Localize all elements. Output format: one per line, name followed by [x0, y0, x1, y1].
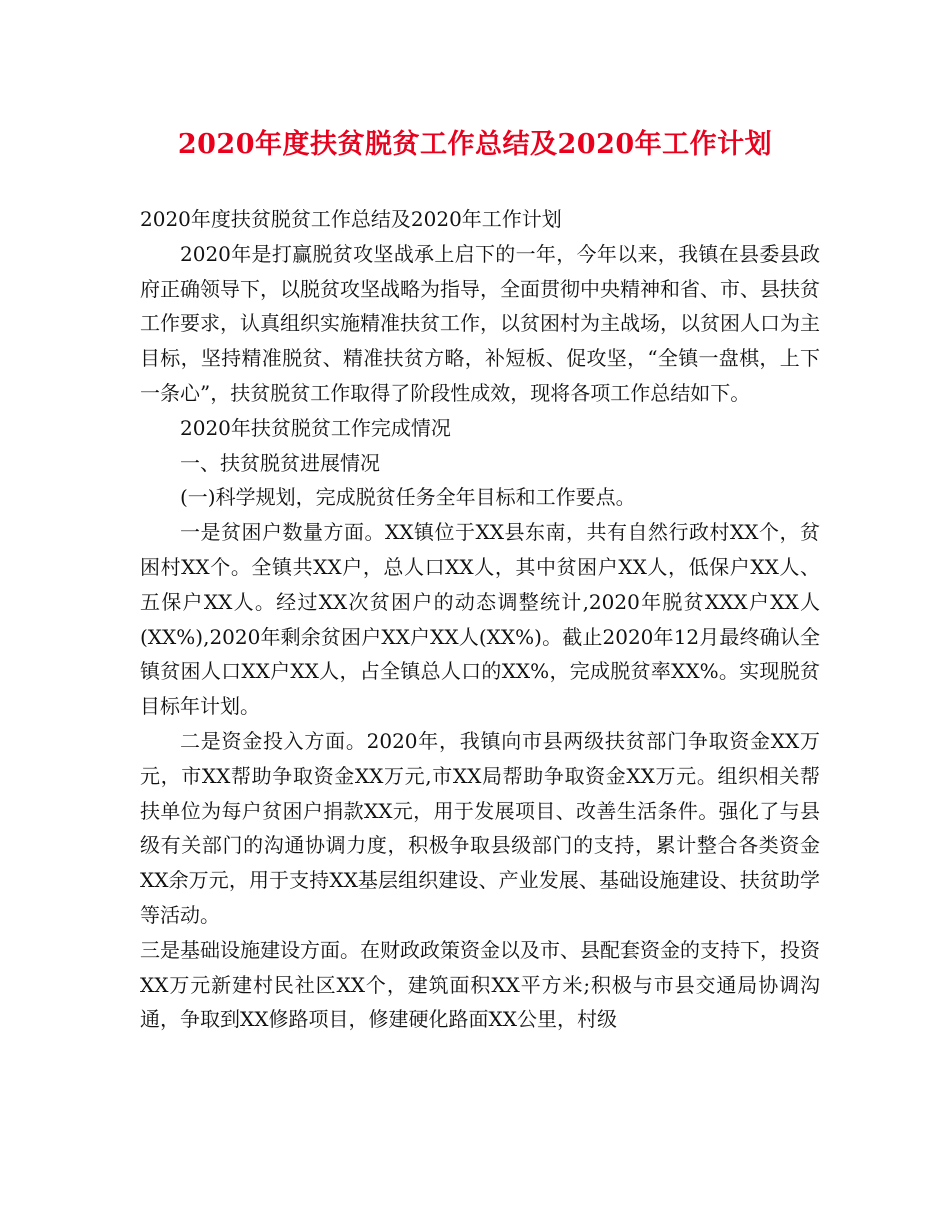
item-heading: (一)科学规划，完成脱贫任务全年目标和工作要点。 [180, 485, 636, 510]
funding-paragraph: 二是资金投入方面。2020年，我镇向市县两级扶贫部门争取资金XX万元，市XX帮助争取资金XX万元,市XX局帮助争取资金XX万元。组织相关帮扶单位为每户贫困户捐款XX元，用于发展项目、改善生活条件。强化了与县级有关部门的沟通协调力度，积极争取县级部门的支持，累计整合各类资金XX余万元，用于支持XX基层组织建设、产业发展、基础设施建设、扶贫助学等活动。 [140, 728, 820, 927]
poverty-count-paragraph: 一是贫困户数量方面。XX镇位于XX县东南，共有自然行政村XX个，贫困村XX个。全镇共XX户，总人口XX人，其中贫困户XX人，低保户XX人、五保户XX人。经过XX次贫困户的动态调整统计,2020年脱贫XXX户XX人(XX%),2020年剩余贫困户XX户XX人(XX%)。截止2020年12月最终确认全镇贫困人口XX户XX人，占全镇总人口的XX%，完成脱贫率XX%。实现脱贫目标年计划。 [140, 520, 820, 719]
document-body [140, 202, 820, 1037]
section-heading: 2020年扶贫脱贫工作完成情况 [180, 415, 451, 440]
subtitle-paragraph: 2020年度扶贫脱贫工作总结及2020年工作计划 [140, 207, 562, 231]
intro-paragraph: 2020年是打赢脱贫攻坚战承上启下的一年，今年以来，我镇在县委县政府正确领导下，以脱贫攻坚战略为指导，全面贯彻中央精神和省、市、县扶贫工作要求，认真组织实施精准扶贫工作，以贫困村为主战场，以贫困人口为主目标，坚持精准脱贫、精准扶贫方略，补短板、促攻坚，“全镇一盘棋，上下一条心”，扶贫脱贫工作取得了阶段性成效，现将各项工作总结如下。 [140, 241, 820, 405]
infrastructure-paragraph: 三是基础设施建设方面。在财政政策资金以及市、县配套资金的支持下，投资XX万元新建村民社区XX个，建筑面积XX平方米;积极与市县交通局协调沟通，争取到XX修路项目，修建硬化路面XX公里，村级 [140, 937, 820, 1032]
document-title: 2020年度扶贫脱贫工作总结及2020年工作计划 [177, 129, 773, 160]
subsection-heading: 一、扶贫脱贫进展情况 [180, 450, 380, 475]
